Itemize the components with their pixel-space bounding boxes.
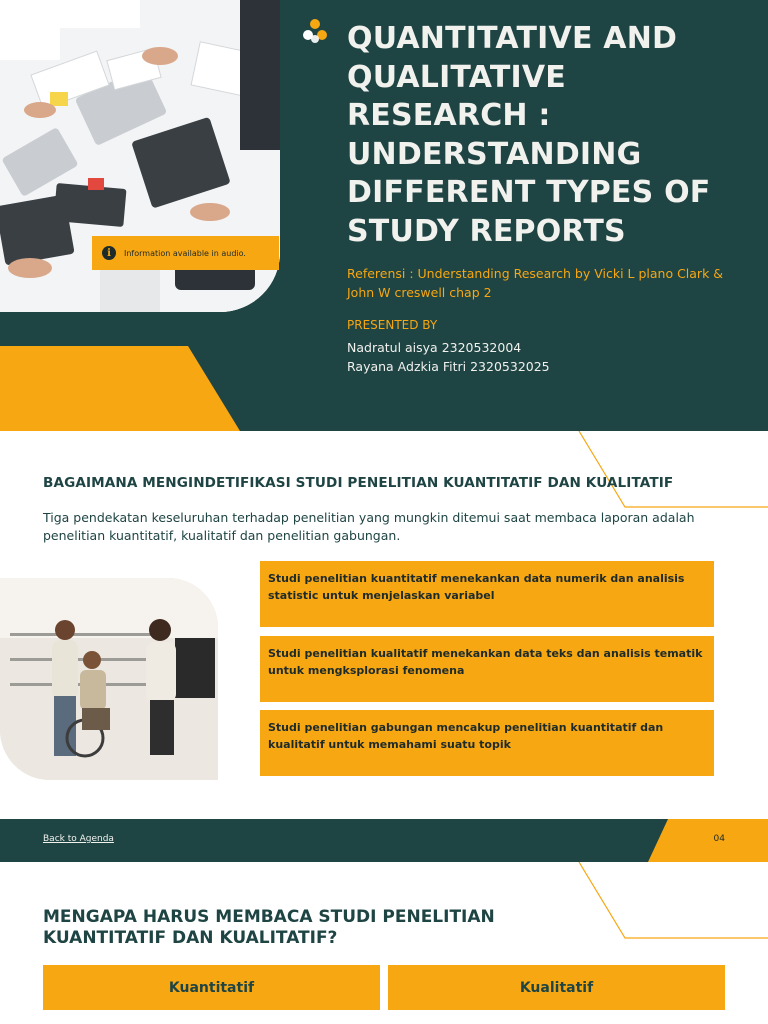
audio-notice (92, 236, 279, 270)
quantitative-column-header: Kuantitatif (43, 965, 380, 1010)
mixed-methods-card: Studi penelitian gabungan mencakup penelitian kuantitatif dan kualitatif untuk memahami suatu topik (260, 710, 714, 776)
quantitative-card: Studi penelitian kuantitatif menekankan data numerik dan analisis statistic untuk menjelaskan variabel (260, 561, 714, 627)
presentation-title: QUANTITATIVE AND QUALITATIVE RESEARCH : UNDERSTANDING DIFFERENT TYPES OF STUDY REPORTS (347, 21, 711, 249)
identification-slide (0, 431, 768, 862)
why-read-slide (0, 862, 768, 1024)
presenter-name: Nadratul aisya 2320532004 (347, 340, 522, 355)
slide-footer (0, 819, 768, 862)
info-icon: i (102, 246, 116, 260)
presenter-name: Rayana Adzkia Fitri 2320532025 (347, 359, 550, 374)
section-description: Tiga pendekatan keseluruhan terhadap penelitian yang mungkin ditemui saat membaca laporan adalah penelitian kuantitatif, kualitatif dan penelitian gabungan. (43, 510, 695, 543)
reference-text: Referensi : Understanding Research by Vicki L plano Clark & John W creswell chap 2 (347, 266, 724, 300)
footer-orange-accent (648, 819, 768, 862)
presented-by-label: PRESENTED BY (347, 318, 438, 332)
presenter-list (347, 338, 550, 376)
section-heading: MENGAPA HARUS MEMBACA STUDI PENELITIAN KUANTITATIF DAN KUALITATIF? (43, 907, 495, 948)
team-meeting-photo (0, 578, 218, 780)
audio-notice-text: Information available in audio. (124, 248, 246, 258)
back-to-agenda-link[interactable]: Back to Agenda (43, 834, 114, 844)
decorative-line (575, 862, 768, 942)
decorative-orange-band (0, 346, 240, 431)
qualitative-card: Studi penelitian kualitatif menekankan data teks dan analisis tematik untuk mengksplorasi fenomena (260, 636, 714, 702)
decorative-line (575, 431, 768, 511)
title-slide (0, 0, 768, 431)
qualitative-column-header: Kualitatif (388, 965, 725, 1010)
section-heading: BAGAIMANA MENGINDETIFIKASI STUDI PENELITIAN KUANTITATIF DAN KUALITATIF (43, 475, 674, 491)
page-number: 04 (713, 834, 725, 844)
logo-icon (300, 18, 330, 44)
